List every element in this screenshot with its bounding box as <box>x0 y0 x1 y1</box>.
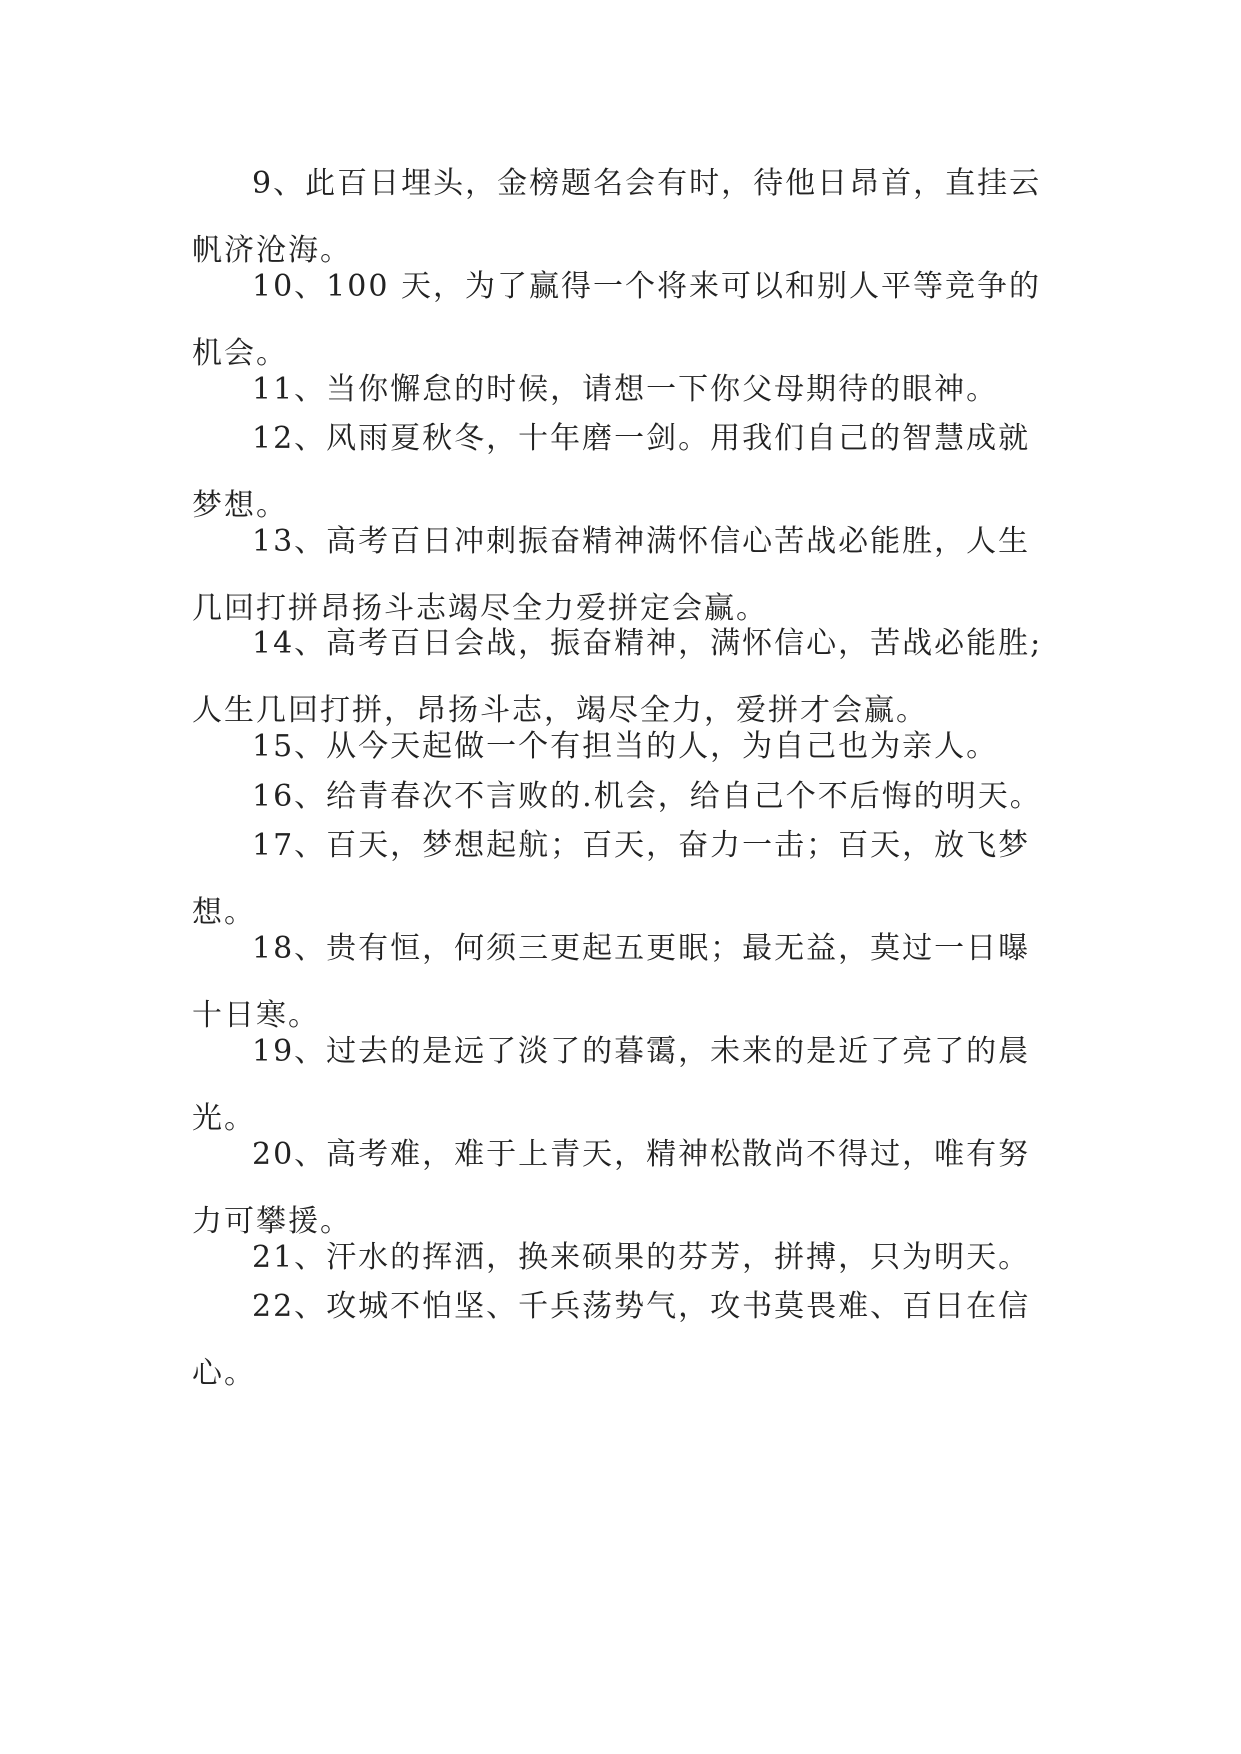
list-item: 19、过去的是远了淡了的暮霭，未来的是近了亮了的晨光。 <box>192 1034 1031 1136</box>
list-item: 10、100 天，为了赢得一个将来可以和别人平等竞争的机会。 <box>192 269 1041 371</box>
list-item: 14、高考百日会战，振奋精神，满怀信心，苦战必能胜;人生几回打拼，昂扬斗志，竭尽全力，爱拼才会赢。 <box>192 626 1043 728</box>
list-item: 13、高考百日冲刺振奋精神满怀信心苦战必能胜，人生几回打拼昂扬斗志竭尽全力爱拼定会赢。 <box>192 524 1031 626</box>
list-item: 20、高考难，难于上青天，精神松散尚不得过，唯有努力可攀援。 <box>192 1137 1031 1239</box>
list-item: 21、汗水的挥洒，换来硕果的芬芳，拼搏，只为明天。 <box>252 1240 1031 1275</box>
list-item: 17、百天，梦想起航；百天，奋力一击；百天，放飞梦想。 <box>192 828 1031 930</box>
list-item: 22、攻城不怕坚、千兵荡势气，攻书莫畏难、百日在信心。 <box>192 1289 1031 1391</box>
list-item: 16、给青春次不言败的.机会，给自己个不后悔的明天。 <box>252 779 1042 814</box>
list-item: 11、当你懈怠的时候，请想一下你父母期待的眼神。 <box>252 372 999 407</box>
list-item: 18、贵有恒，何须三更起五更眠；最无益，莫过一日曝十日寒。 <box>192 931 1031 1033</box>
list-item: 12、风雨夏秋冬，十年磨一剑。用我们自己的智慧成就梦想。 <box>192 421 1031 523</box>
list-item: 15、从今天起做一个有担当的人，为自己也为亲人。 <box>252 729 999 764</box>
list-item: 9、此百日埋头，金榜题名会有时，待他日昂首，直挂云帆济沧海。 <box>192 166 1042 268</box>
